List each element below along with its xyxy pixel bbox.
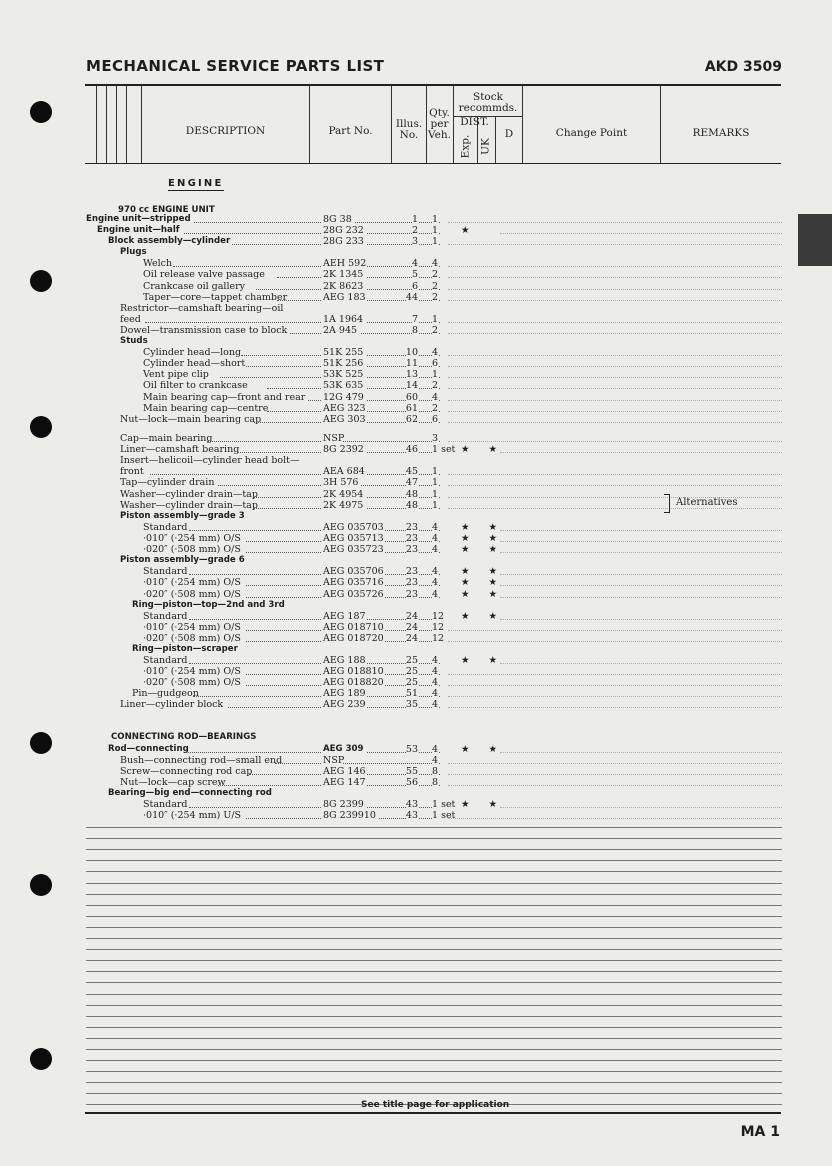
stock-star-icon: ★ ★: [461, 444, 506, 455]
stock-star-icon: ★ ★: [461, 533, 506, 544]
part-number: 1A 1964: [323, 314, 364, 325]
part-row: [0, 533, 832, 544]
part-row: [0, 444, 832, 455]
part-description: Screw—connecting rod cap: [120, 766, 253, 777]
illus-header: Illus. No.: [395, 118, 423, 141]
part-row: [0, 688, 832, 699]
part-description: Oil release valve passage: [143, 269, 265, 280]
illus-number: 45: [405, 466, 418, 477]
part-description: Nut—lock—main bearing cap: [120, 414, 262, 425]
ruled-line: [86, 860, 782, 861]
illus-number: 25: [405, 677, 418, 688]
group-heading-row: [0, 303, 832, 314]
part-row: [0, 655, 832, 666]
qty-per-vehicle: 1: [432, 214, 439, 225]
qty-per-vehicle: 4: [432, 655, 439, 666]
part-description: Main bearing cap—front and rear: [143, 392, 306, 403]
ruled-line: [86, 905, 782, 906]
part-number: 2K 4954: [323, 489, 364, 500]
illus-number: 5: [411, 269, 418, 280]
part-number: 2K 4975: [323, 500, 364, 511]
illus-number: 24: [405, 622, 418, 633]
part-number: AEG 188: [323, 655, 366, 666]
part-number: 28G 233: [323, 236, 364, 247]
stock-star-icon: ★ ★: [461, 522, 506, 533]
illus-number: 23: [405, 544, 418, 555]
ruled-line: [86, 1093, 782, 1094]
part-row: [0, 225, 832, 236]
part-number: AEG 147: [323, 777, 366, 788]
ruled-line: [86, 938, 782, 939]
part-description: Bush—connecting rod—small end: [120, 755, 283, 766]
part-number: AEG 035706: [323, 566, 384, 577]
part-description: Cylinder head—long: [143, 347, 242, 358]
binder-hole: [30, 1048, 52, 1070]
qty-per-vehicle: 4: [432, 533, 439, 544]
part-number: AEG 303: [323, 414, 366, 425]
part-description: Standard: [143, 522, 188, 533]
qty-per-vehicle: 4: [432, 666, 439, 677]
part-number: 8G 239910: [323, 810, 376, 821]
qty-per-vehicle: 3: [432, 433, 439, 444]
part-description: feed: [120, 314, 141, 325]
part-number: AEH 592: [323, 258, 367, 269]
page-title: MECHANICAL SERVICE PARTS LIST: [86, 57, 385, 75]
qty-per-vehicle: 1: [432, 489, 439, 500]
group-heading-row: [0, 336, 832, 347]
qty-per-vehicle: 1: [432, 500, 439, 511]
qty-per-vehicle: 12: [432, 622, 445, 633]
qty-per-vehicle: 2: [432, 281, 439, 292]
part-description: Pin—gudgeon: [132, 688, 199, 699]
part-description: Washer—cylinder drain—tap: [120, 489, 258, 500]
illus-number: 2: [411, 225, 418, 236]
illus-number: 61: [405, 403, 418, 414]
stock-header: Stock recommds.: [458, 91, 518, 114]
illus-number: 23: [405, 589, 418, 600]
stock-star-icon: ★ ★: [461, 655, 506, 666]
qty-per-vehicle: 8: [432, 766, 439, 777]
part-description: Standard: [143, 566, 188, 577]
illus-number: 25: [405, 655, 418, 666]
alternatives-remark: Alternatives: [676, 497, 738, 508]
illus-number: 23: [405, 533, 418, 544]
illus-number: 35: [405, 699, 418, 710]
part-row: [0, 699, 832, 710]
part-number: 8G 38: [323, 214, 352, 225]
group-heading-row: [0, 600, 832, 611]
part-description: Rod—connecting: [108, 744, 189, 754]
part-number: NSP: [323, 433, 345, 444]
part-row: [0, 799, 832, 810]
illus-number: 7: [411, 314, 418, 325]
qty-per-vehicle: 4: [432, 744, 439, 755]
part-row: [0, 214, 832, 225]
part-row: [0, 269, 832, 280]
part-number: AEG 146: [323, 766, 366, 777]
part-description: ·010″ (·254 mm) O/S: [143, 533, 241, 544]
d-header: D: [504, 128, 514, 140]
qty-per-vehicle: 4: [432, 544, 439, 555]
qty-per-vehicle: 4: [432, 258, 439, 269]
part-row: [0, 566, 832, 577]
part-row: [0, 325, 832, 336]
part-description: Vent pipe clip: [143, 369, 209, 380]
part-description: Engine unit—half: [97, 225, 180, 235]
part-number: AEG 323: [323, 403, 366, 414]
illus-number: 1: [411, 214, 418, 225]
dist-header: DIST.: [460, 116, 489, 128]
part-description: ·020″ (·508 mm) O/S: [143, 589, 241, 600]
part-row: [0, 755, 832, 766]
group-heading-row: [0, 788, 832, 799]
part-row: [0, 281, 832, 292]
ruled-line: [86, 960, 782, 961]
illus-number: 13: [405, 369, 418, 380]
qty-per-vehicle: 2: [432, 292, 439, 303]
illus-number: 3: [411, 236, 418, 247]
part-number: AEG 309: [323, 744, 364, 754]
ruled-line: [86, 1060, 782, 1061]
part-description: Standard: [143, 799, 188, 810]
qty-per-vehicle: 1: [432, 466, 439, 477]
stock-star-icon: ★ ★: [461, 544, 506, 555]
part-row: [0, 544, 832, 555]
qty-per-vehicle: 4: [432, 688, 439, 699]
illus-number: 25: [405, 666, 418, 677]
part-number: AEA 684: [323, 466, 365, 477]
part-number: AEG 239: [323, 699, 366, 710]
qty-per-vehicle: 2: [432, 380, 439, 391]
part-row: [0, 314, 832, 325]
ruled-line: [86, 871, 782, 872]
qty-per-vehicle: 2: [432, 325, 439, 336]
ruled-line: [86, 883, 782, 884]
part-description: Cylinder head—short: [143, 358, 246, 369]
part-number: 28G 232: [323, 225, 364, 236]
ruled-line: [86, 971, 782, 972]
part-row: [0, 522, 832, 533]
part-number: AEG 035716: [323, 577, 384, 588]
part-description: Welch: [143, 258, 173, 269]
group-heading-row: [0, 555, 832, 566]
illus-number: 23: [405, 577, 418, 588]
illus-number: 60: [405, 392, 418, 403]
binder-hole: [30, 874, 52, 896]
qty-per-vehicle: 1: [432, 236, 439, 247]
part-no-header: Part No.: [328, 125, 373, 137]
part-description: Insert—helicoil—cylinder head bolt—: [120, 455, 300, 466]
part-row: [0, 611, 832, 622]
ruled-line: [86, 982, 782, 983]
part-description: Ring—piston—scraper: [132, 644, 238, 654]
remarks-header: REMARKS: [692, 127, 750, 139]
part-number: 53K 525: [323, 369, 364, 380]
part-row: [0, 433, 832, 444]
illus-number: 43: [405, 810, 418, 821]
part-description: Tap—cylinder drain: [120, 477, 215, 488]
group-heading-row: [0, 511, 832, 522]
part-row: [0, 358, 832, 369]
part-number: 2K 8623: [323, 281, 364, 292]
part-description: Engine unit—stripped: [86, 214, 191, 224]
part-row: [0, 666, 832, 677]
part-description: Dowel—transmission case to block: [120, 325, 288, 336]
ruled-line: [86, 849, 782, 850]
part-row: [0, 466, 832, 477]
qty-per-vehicle: 6: [432, 414, 439, 425]
group-heading-row: [0, 455, 832, 466]
illus-number: 48: [405, 489, 418, 500]
part-description: Piston assembly—grade 6: [120, 555, 245, 565]
part-row: [0, 766, 832, 777]
part-description: Restrictor—camshaft bearing—oil: [120, 303, 284, 314]
qty-per-vehicle: 4: [432, 755, 439, 766]
part-row: [0, 477, 832, 488]
part-number: 8G 2392: [323, 444, 364, 455]
illus-number: 8: [411, 325, 418, 336]
illus-number: 51: [405, 688, 418, 699]
description-header: DESCRIPTION: [185, 125, 266, 137]
part-description: Washer—cylinder drain—tap: [120, 500, 258, 511]
stock-star-icon: ★ ★: [461, 577, 506, 588]
part-description: Cap—main bearing: [120, 433, 213, 444]
illus-number: 43: [405, 799, 418, 810]
part-number: 3H 576: [323, 477, 359, 488]
ruled-line: [86, 1016, 782, 1017]
part-number: AEG 018720: [323, 633, 384, 644]
group-heading-row: [0, 247, 832, 258]
part-description: Liner—camshaft bearing: [120, 444, 240, 455]
illus-number: 24: [405, 611, 418, 622]
part-number: 51K 255: [323, 347, 364, 358]
qty-per-vehicle: 1 set: [432, 799, 456, 810]
part-number: 51K 256: [323, 358, 364, 369]
part-number: AEG 189: [323, 688, 366, 699]
ruled-line: [86, 1027, 782, 1028]
qty-per-vehicle: 4: [432, 566, 439, 577]
part-description: ·010″ (·254 mm) O/S: [143, 622, 241, 633]
part-number: AEG 187: [323, 611, 366, 622]
part-description: Liner—cylinder block: [120, 699, 224, 710]
illus-number: 46: [405, 444, 418, 455]
illus-number: 6: [411, 281, 418, 292]
part-description: ·010″ (·254 mm) U/S: [143, 810, 242, 821]
ruled-line: [86, 1005, 782, 1006]
uk-header: UK: [479, 138, 492, 155]
part-row: [0, 677, 832, 688]
part-number: 12G 479: [323, 392, 364, 403]
illus-number: 44: [405, 292, 418, 303]
stock-star-icon: ★ ★: [461, 744, 506, 755]
part-row: [0, 744, 832, 755]
ruled-line: [86, 1049, 782, 1050]
stock-star-icon: ★ ★: [461, 566, 506, 577]
part-description: Block assembly—cylinder: [108, 236, 231, 246]
part-row: [0, 577, 832, 588]
stock-star-icon: ★ ★: [461, 799, 506, 810]
illus-number: 48: [405, 500, 418, 511]
qty-per-vehicle: 4: [432, 699, 439, 710]
group-heading-row: [0, 732, 832, 743]
ruled-line: [86, 927, 782, 928]
exp-header: Exp.: [459, 134, 472, 159]
part-row: [0, 414, 832, 425]
group-heading-row: [0, 644, 832, 655]
ruled-line: [86, 827, 782, 828]
ruled-line: [86, 949, 782, 950]
part-description: Standard: [143, 611, 188, 622]
ruled-line: [86, 838, 782, 839]
illus-number: 4: [411, 258, 418, 269]
part-number: AEG 018710: [323, 622, 384, 633]
part-number: 53K 635: [323, 380, 364, 391]
part-number: NSP: [323, 755, 345, 766]
part-row: [0, 380, 832, 391]
part-row: [0, 777, 832, 788]
alternatives-bracket: [664, 494, 670, 513]
part-number: AEG 018820: [323, 677, 384, 688]
part-row: [0, 292, 832, 303]
part-row: [0, 589, 832, 600]
part-description: Crankcase oil gallery: [143, 281, 246, 292]
part-number: 8G 2399: [323, 799, 364, 810]
part-description: ·010″ (·254 mm) O/S: [143, 577, 241, 588]
part-description: ·020″ (·508 mm) O/S: [143, 677, 241, 688]
qty-per-vehicle: 1: [432, 369, 439, 380]
page-number: MA 1: [740, 1124, 780, 1140]
column-header: [85, 86, 781, 164]
illus-number: 47: [405, 477, 418, 488]
part-row: [0, 633, 832, 644]
part-description: ·020″ (·508 mm) O/S: [143, 544, 241, 555]
illus-number: 23: [405, 566, 418, 577]
qty-per-vehicle: 2: [432, 403, 439, 414]
illus-number: 53: [405, 744, 418, 755]
qty-per-vehicle: 6: [432, 358, 439, 369]
illus-number: 10: [405, 347, 418, 358]
part-number: AEG 018810: [323, 666, 384, 677]
qty-per-vehicle: 1: [432, 314, 439, 325]
part-number: 2A 945: [323, 325, 358, 336]
part-description: Piston assembly—grade 3: [120, 511, 245, 521]
part-description: front: [120, 466, 144, 477]
part-row: [0, 347, 832, 358]
part-description: Plugs: [120, 247, 147, 257]
part-description: Studs: [120, 336, 148, 346]
footer-note: See title page for application: [361, 1100, 510, 1110]
ruled-line: [86, 1038, 782, 1039]
footer-rule: [85, 1112, 781, 1114]
part-description: Standard: [143, 655, 188, 666]
part-description: Taper—core—tappet chamber: [143, 292, 288, 303]
binder-hole: [30, 101, 52, 123]
qty-per-vehicle: 1 set: [432, 444, 456, 455]
illus-number: 55: [405, 766, 418, 777]
part-row: [0, 403, 832, 414]
part-row: [0, 236, 832, 247]
illus-number: 23: [405, 522, 418, 533]
part-number: AEG 035723: [323, 544, 384, 555]
part-row: [0, 810, 832, 821]
change-point-header: Change Point: [555, 127, 628, 139]
qty-per-vehicle: 4: [432, 677, 439, 688]
part-description: Oil filter to crankcase: [143, 380, 248, 391]
qty-per-vehicle: 4: [432, 392, 439, 403]
part-description: ·020″ (·508 mm) O/S: [143, 633, 241, 644]
ruled-line: [86, 916, 782, 917]
stock-star-icon: ★ ★: [461, 589, 506, 600]
part-description: CONNECTING ROD—BEARINGS: [111, 732, 257, 742]
part-description: Bearing—big end—connecting rod: [108, 788, 272, 798]
part-row: [0, 258, 832, 269]
part-description: 970 cc ENGINE UNIT: [118, 205, 215, 215]
qty-per-vehicle: 4: [432, 347, 439, 358]
qty-per-vehicle: 4: [432, 522, 439, 533]
part-row: [0, 622, 832, 633]
qty-per-vehicle: 2: [432, 269, 439, 280]
ruled-line: [86, 1071, 782, 1072]
part-row: [0, 392, 832, 403]
engine-section-title: ENGINE: [168, 178, 224, 189]
qty-per-vehicle: 1 set: [432, 810, 456, 821]
qty-header: Qty. per Veh.: [428, 107, 451, 141]
ruled-line: [86, 994, 782, 995]
part-description: ·010″ (·254 mm) O/S: [143, 666, 241, 677]
illus-number: 24: [405, 633, 418, 644]
part-row: [0, 369, 832, 380]
stock-star-icon: ★ ★: [461, 611, 506, 622]
qty-per-vehicle: 1: [432, 477, 439, 488]
ruled-line: [86, 894, 782, 895]
qty-per-vehicle: 4: [432, 577, 439, 588]
document-code: AKD 3509: [704, 59, 782, 75]
illus-number: 62: [405, 414, 418, 425]
part-number: AEG 035713: [323, 533, 384, 544]
stock-star-icon: ★: [461, 225, 478, 236]
ruled-line: [86, 1082, 782, 1083]
qty-per-vehicle: 8: [432, 777, 439, 788]
part-description: Nut—lock—cap screw: [120, 777, 226, 788]
part-number: 2K 1345: [323, 269, 364, 280]
part-number: AEG 035703: [323, 522, 384, 533]
illus-number: 14: [405, 380, 418, 391]
part-description: Ring—piston—top—2nd and 3rd: [132, 600, 285, 610]
part-description: Main bearing cap—centre: [143, 403, 269, 414]
qty-per-vehicle: 1: [432, 225, 439, 236]
part-number: AEG 183: [323, 292, 366, 303]
qty-per-vehicle: 12: [432, 611, 445, 622]
illus-number: 56: [405, 777, 418, 788]
part-number: AEG 035726: [323, 589, 384, 600]
qty-per-vehicle: 4: [432, 589, 439, 600]
illus-number: 11: [405, 358, 418, 369]
qty-per-vehicle: 12: [432, 633, 445, 644]
